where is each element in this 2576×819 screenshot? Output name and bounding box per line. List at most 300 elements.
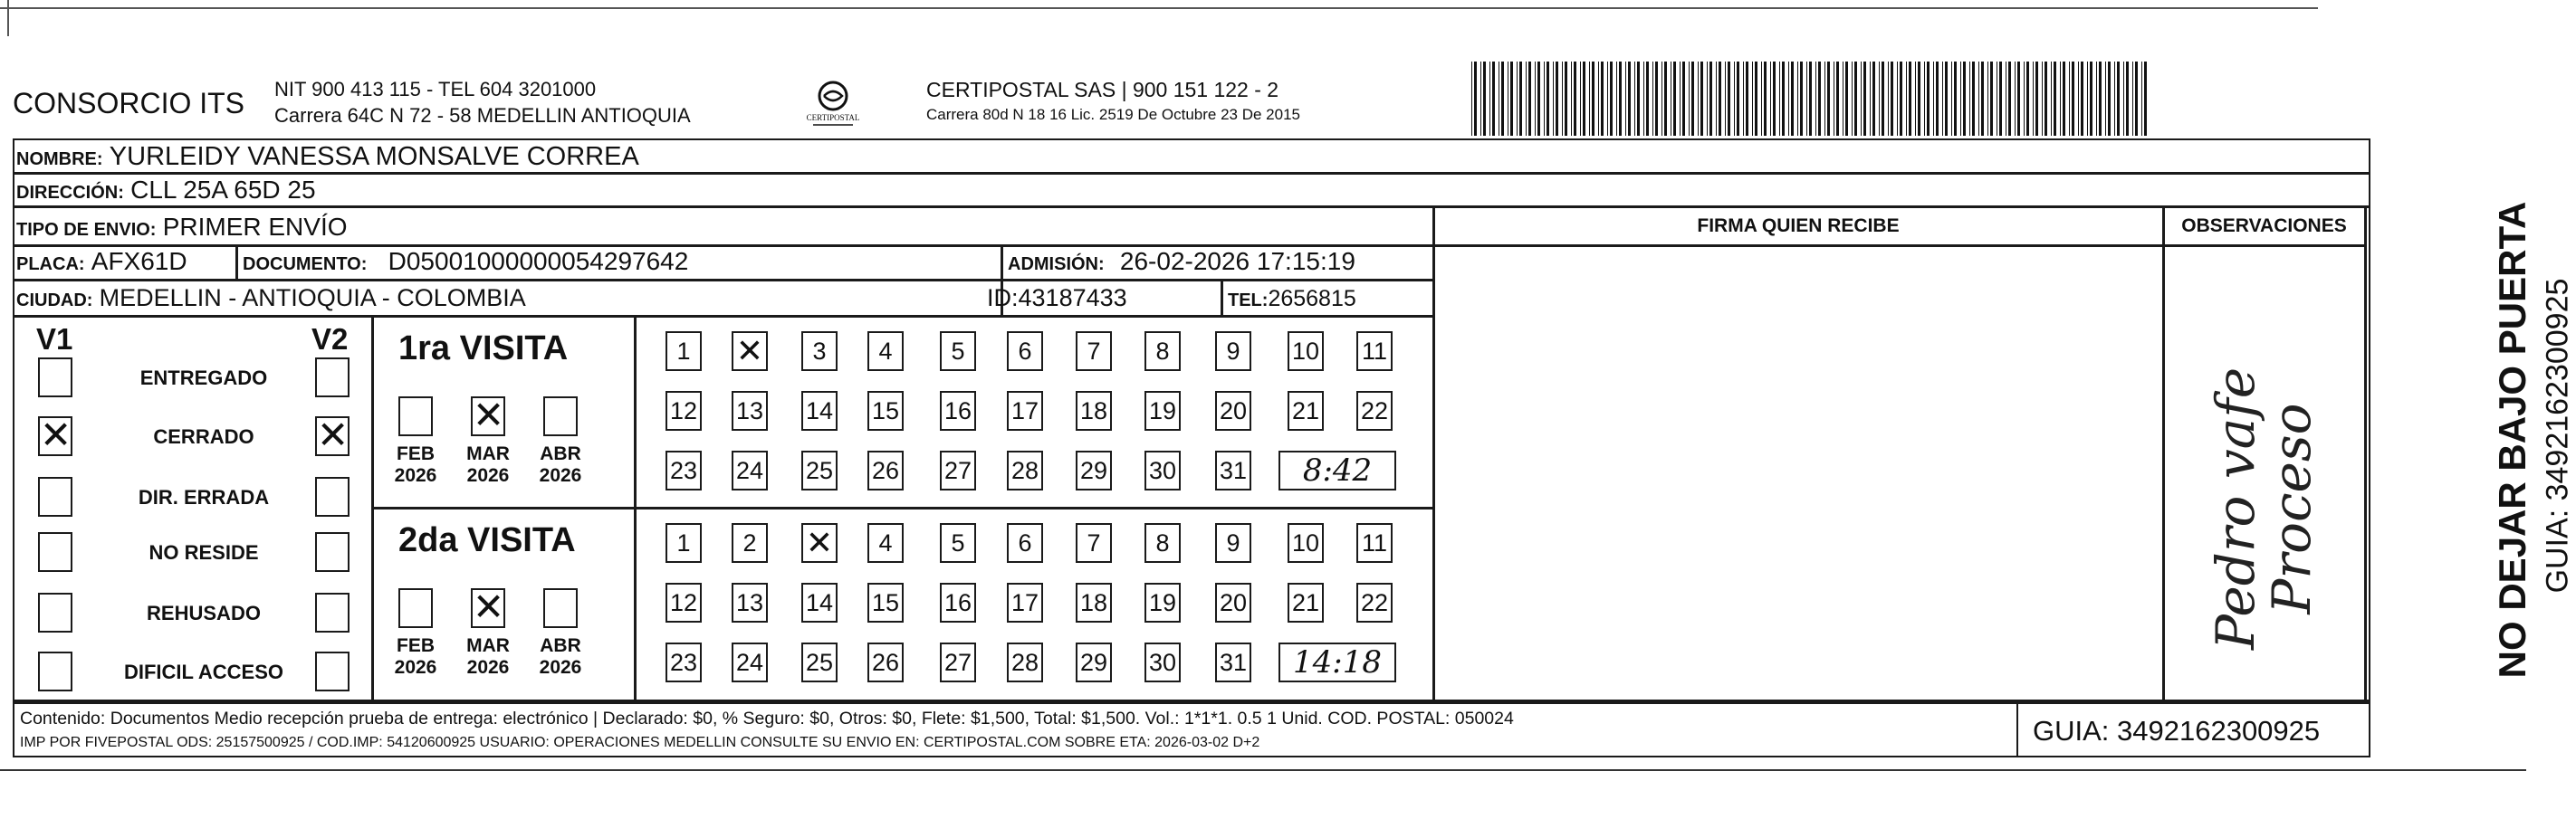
scan-left-edge (7, 0, 9, 36)
row-divider (13, 205, 2370, 208)
barcode-bar (1646, 62, 1649, 136)
col-divider-observations (2162, 205, 2165, 701)
barcode-bar (1999, 62, 2002, 136)
day-cell[interactable]: 21 (1288, 583, 1324, 623)
status-label: REHUSADO (147, 602, 261, 624)
day-cell[interactable]: 20 (1215, 583, 1251, 623)
direccion-value: CLL 25A 65D 25 (130, 176, 316, 204)
month-checkbox[interactable]: ✕ (473, 394, 505, 436)
day-cell[interactable]: 4 (867, 331, 904, 371)
barcode-bar (1791, 62, 1794, 136)
row-divider (13, 315, 1434, 318)
month-label: FEB (397, 443, 435, 464)
barcode-bar (2015, 62, 2016, 136)
barcode-bar (1580, 62, 1581, 136)
sig-header-divider (1434, 244, 2366, 247)
visit-divider (371, 507, 1434, 509)
day-cell[interactable]: 22 (1356, 391, 1393, 431)
barcode-bar (1852, 62, 1853, 136)
col-divider-tel (1221, 279, 1223, 315)
barcode-bar (1574, 62, 1576, 136)
day-cell[interactable]: 21 (1288, 391, 1324, 431)
barcode-bar (1474, 62, 1477, 136)
barcode-bar (2108, 62, 2111, 136)
footer-line1: Contenido: Documentos Medio recepción prueba de entrega: electrónico | Declarado: $0, % Seguro: $0, Otros: $0, Flete: $1,500, Total: $1,500. Vol.: 1*1*1. 0.5 1 Unid. COD. POSTAL: 050024 (20, 709, 1514, 729)
barcode-bar (1601, 62, 1604, 136)
month-year: 2026 (539, 657, 582, 678)
day-cell[interactable]: 10 (1288, 523, 1324, 563)
day-cell[interactable]: 8 (1144, 523, 1181, 563)
barcode-bar (1746, 62, 1748, 136)
footer-guia: GUIA: 3492162300925 (2033, 715, 2321, 747)
barcode-bar (1737, 62, 1739, 136)
barcode-bar (1806, 62, 1807, 136)
admision-label: ADMISIÓN: (1008, 254, 1105, 274)
barcode-bar (1483, 62, 1486, 136)
barcode-bar (2144, 62, 2147, 136)
day-cell[interactable]: 23 (666, 451, 702, 490)
barcode-bar (1673, 62, 1676, 136)
barcode-bar (2117, 62, 2120, 136)
barcode-bar (1535, 62, 1536, 136)
barcode-bar (1845, 62, 1848, 136)
month-label: ABR (540, 635, 581, 656)
barcode-bar (1870, 62, 1871, 136)
placa-label: PLACA: (16, 254, 85, 274)
day-cell[interactable]: 2 (732, 523, 768, 563)
company-nit: NIT 900 413 115 - TEL 604 3201000 (274, 78, 597, 100)
barcode-bar (1770, 62, 1771, 136)
col-divider-right (2364, 205, 2367, 701)
v2-checkbox[interactable]: ✕ (317, 414, 350, 456)
barcode-bar (1954, 62, 1957, 136)
footer-line2: IMP POR FIVEPOSTAL ODS: 25157500925 / COD.IMP: 54120600925 USUARIO: OPERACIONES MEDELLIN CONSULTE SU ENVIO EN: CERTIPOSTAL.COM SOBRE ETA: 2026-03-02 D+2 (20, 735, 1260, 750)
tel-label: TEL: (1228, 290, 1269, 310)
barcode-bar (1872, 62, 1875, 136)
barcode-bar (1610, 62, 1613, 136)
barcode-bar (2135, 62, 2138, 136)
month-year: 2026 (394, 657, 437, 678)
day-cell[interactable]: 25 (801, 451, 838, 490)
visit-months-divider (634, 315, 637, 701)
barcode-bar (1544, 62, 1545, 136)
barcode-bar (1969, 62, 1970, 136)
barcode-bar (1598, 62, 1599, 136)
v2-checkbox[interactable] (315, 593, 350, 633)
day-cell[interactable]: 18 (1076, 391, 1112, 431)
barcode-bar (1755, 62, 1757, 136)
barcode-bar (1936, 62, 1939, 136)
barcode-bar (1652, 62, 1653, 136)
barcode-bar (1960, 62, 1961, 136)
barcode-bar (2045, 62, 2047, 136)
id-value: 43187433 (1018, 284, 1127, 311)
day-cell[interactable]: 14 (801, 391, 838, 431)
day-cell[interactable]: 19 (1144, 391, 1181, 431)
carrier-address: Carrera 80d N 18 16 Lic. 2519 De Octubre 23 De 2015 (926, 106, 1300, 123)
barcode-bar (1942, 62, 1943, 136)
barcode-bar (1978, 62, 1979, 136)
month-checkbox[interactable]: ✕ (473, 586, 505, 628)
month-label: FEB (397, 635, 435, 656)
barcode-bar (2051, 62, 2052, 136)
barcode-bar (1891, 62, 1893, 136)
v1-checkbox[interactable]: ✕ (40, 414, 72, 456)
col-divider-placa (235, 244, 238, 279)
day-cell[interactable]: 6 (1007, 523, 1043, 563)
documento-label: DOCUMENTO: (243, 254, 368, 274)
no-dejar-label: NO DEJAR BAJO PUERTA (2491, 201, 2533, 679)
month-label: MAR (466, 635, 510, 656)
day-cell[interactable]: 28 (1007, 643, 1043, 682)
barcode-bar (1698, 62, 1699, 136)
day-cell[interactable]: 19 (1144, 583, 1181, 623)
barcode-bar (1664, 62, 1667, 136)
barcode-bar (2105, 62, 2106, 136)
barcode-bar (1519, 62, 1522, 136)
v2-checkbox[interactable] (315, 477, 350, 517)
barcode-bar (1655, 62, 1658, 136)
barcode-bar (1915, 62, 1916, 136)
barcode-bar (1661, 62, 1662, 136)
barcode-bar (1990, 62, 1993, 136)
day-cell[interactable]: 17 (1007, 583, 1043, 623)
day-cell[interactable]: 1 (666, 331, 702, 371)
side-guia-label: GUIA: 3492162300925 (2540, 278, 2575, 594)
barcode-bar (2035, 62, 2038, 136)
day-cell[interactable]: 31 (1215, 643, 1251, 682)
barcode-bar (1924, 62, 1925, 136)
bottom-edge-line (0, 769, 2526, 771)
barcode-bar (1537, 62, 1540, 136)
barcode-bar (1510, 62, 1513, 136)
barcode-bar (1888, 62, 1889, 136)
barcode-bar (2026, 62, 2029, 136)
day-cell[interactable]: 3 (801, 331, 838, 371)
col-divider-signature (1432, 205, 1435, 701)
placa-row (16, 248, 187, 275)
carrier-name: CERTIPOSTAL SAS | 900 151 122 - 2 (926, 78, 1279, 101)
barcode-bar (1517, 62, 1518, 136)
barcode-bar (1471, 62, 1472, 136)
status-label: DIR. ERRADA (138, 486, 270, 509)
ciudad-value: MEDELLIN - ANTIOQUIA - COLOMBIA (99, 284, 526, 311)
visit-title: 2da VISITA (398, 521, 576, 559)
barcode-bar (1987, 62, 1988, 136)
barcode-bar (1553, 62, 1554, 136)
barcode-bar (1616, 62, 1617, 136)
barcode-bar (1492, 62, 1495, 136)
barcode-bar (1836, 62, 1839, 136)
barcode-bar (1571, 62, 1572, 136)
barcode-bar (2042, 62, 2043, 136)
barcode-bar (1589, 62, 1590, 136)
nombre-value: YURLEIDY VANESSA MONSALVE CORREA (109, 142, 639, 171)
barcode-bar (1897, 62, 1898, 136)
v2-checkbox[interactable] (315, 532, 350, 572)
tel-row (1228, 284, 1356, 311)
day-cell[interactable]: 11 (1356, 331, 1393, 371)
v1-header: V1 (36, 322, 73, 356)
day-cell[interactable]: 9 (1215, 523, 1251, 563)
barcode-bar (1879, 62, 1880, 136)
signature-area[interactable] (1436, 248, 2160, 700)
day-cell[interactable]: 17 (1007, 391, 1043, 431)
day-cell[interactable]: 16 (940, 583, 976, 623)
day-cell[interactable]: 12 (666, 583, 702, 623)
v1-checkbox[interactable] (38, 532, 72, 572)
admision-value: 26-02-2026 17:15:19 (1119, 247, 1355, 275)
barcode-bar (1716, 62, 1717, 136)
day-cell[interactable]: 13 (732, 391, 768, 431)
day-cell[interactable]: 25 (801, 643, 838, 682)
day-cell[interactable]: 5 (940, 331, 976, 371)
placa-value: AFX61D (91, 247, 187, 275)
day-cell[interactable]: 22 (1356, 583, 1393, 623)
v2-checkbox[interactable] (315, 652, 350, 691)
month-year: 2026 (394, 465, 437, 486)
day-cell[interactable]: 23 (666, 643, 702, 682)
row-divider (13, 172, 2370, 175)
barcode-bar (1607, 62, 1608, 136)
tel-value: 2656815 (1268, 286, 1356, 311)
documento-value: D05001000000054297642 (388, 247, 689, 275)
barcode-bar (2114, 62, 2115, 136)
v1-checkbox[interactable] (38, 357, 72, 397)
barcode-bar (1628, 62, 1631, 136)
status-label: DIFICIL ACCESO (123, 661, 283, 683)
barcode-bar (1981, 62, 1984, 136)
day-cell[interactable]: 18 (1076, 583, 1112, 623)
day-cell[interactable]: 7 (1076, 523, 1112, 563)
barcode-bar (1827, 62, 1830, 136)
day-cell[interactable]: 24 (732, 451, 768, 490)
barcode-bar (1682, 62, 1685, 136)
barcode-bar (1882, 62, 1884, 136)
barcode (1471, 62, 2191, 136)
barcode-bar (1707, 62, 1708, 136)
handwritten-observation: Pedro vafe Proceso (2205, 367, 2322, 651)
barcode-bar (1634, 62, 1635, 136)
visit-title: 1ra VISITA (398, 329, 569, 367)
barcode-bar (1526, 62, 1527, 136)
day-cell[interactable]: 29 (1076, 643, 1112, 682)
barcode-bar (2024, 62, 2025, 136)
barcode-bar (1824, 62, 1825, 136)
day-cell[interactable]: 7 (1076, 331, 1112, 371)
day-cell[interactable]: 28 (1007, 451, 1043, 490)
day-cell[interactable]: 26 (867, 643, 904, 682)
barcode-bar (1918, 62, 1920, 136)
barcode-bar (2096, 62, 2097, 136)
month-year: 2026 (539, 465, 582, 486)
barcode-bar (2017, 62, 2020, 136)
barcode-bar (1854, 62, 1857, 136)
barcode-bar (1680, 62, 1681, 136)
barcode-bar (1625, 62, 1626, 136)
barcode-bar (2081, 62, 2083, 136)
nombre-row (16, 143, 639, 170)
day-cell[interactable]: 1 (666, 523, 702, 563)
day-cell[interactable]: ✕ (801, 523, 838, 563)
barcode-bar (2099, 62, 2102, 136)
barcode-bar (1951, 62, 1952, 136)
day-cell[interactable]: 27 (940, 451, 976, 490)
barcode-bar (1906, 62, 1907, 136)
barcode-bar (1725, 62, 1726, 136)
barcode-bar (1480, 62, 1481, 136)
observaciones-label: OBSERVACIONES (2181, 215, 2347, 236)
barcode-bar (1764, 62, 1767, 136)
month-label: ABR (540, 443, 581, 464)
barcode-bar (1643, 62, 1644, 136)
barcode-bar (1963, 62, 1966, 136)
barcode-bar (1728, 62, 1730, 136)
day-cell[interactable]: 6 (1007, 331, 1043, 371)
v1-checkbox[interactable] (38, 652, 72, 691)
tipo-label: TIPO DE ENVIO: (16, 220, 157, 240)
barcode-bar (1972, 62, 1975, 136)
barcode-bar (1861, 62, 1862, 136)
barcode-bar (1619, 62, 1622, 136)
barcode-bar (1583, 62, 1585, 136)
v1-checkbox[interactable] (38, 477, 72, 517)
barcode-bar (1489, 62, 1490, 136)
barcode-bar (1933, 62, 1934, 136)
barcode-bar (1592, 62, 1594, 136)
barcode-bar (2060, 62, 2061, 136)
company-name: CONSORCIO ITS (13, 87, 245, 119)
scan-top-edge (0, 7, 2318, 9)
day-cell[interactable]: 5 (940, 523, 976, 563)
day-cell[interactable]: 9 (1215, 331, 1251, 371)
direccion-label: DIRECCIÓN: (16, 183, 124, 203)
day-cell[interactable]: 27 (940, 643, 976, 682)
company-address: Carrera 64C N 72 - 58 MEDELLIN ANTIOQUIA (274, 104, 691, 127)
barcode-bar (1637, 62, 1640, 136)
barcode-bar (1909, 62, 1911, 136)
day-cell[interactable]: 29 (1076, 451, 1112, 490)
visit-time: 14:18 (1278, 643, 1396, 682)
month-checkbox[interactable] (398, 396, 433, 436)
barcode-bar (1565, 62, 1567, 136)
day-cell[interactable]: 12 (666, 391, 702, 431)
barcode-bar (1719, 62, 1721, 136)
v2-header: V2 (311, 322, 349, 356)
barcode-bar (2078, 62, 2079, 136)
barcode-bar (1689, 62, 1690, 136)
barcode-bar (1945, 62, 1948, 136)
day-cell[interactable]: 30 (1144, 451, 1181, 490)
barcode-bar (1863, 62, 1866, 136)
barcode-bar (1743, 62, 1744, 136)
day-cell[interactable]: 30 (1144, 643, 1181, 682)
barcode-bar (1709, 62, 1712, 136)
barcode-bar (1782, 62, 1785, 136)
barcode-bar (2063, 62, 2065, 136)
barcode-bar (2069, 62, 2070, 136)
firma-label: FIRMA QUIEN RECIBE (1697, 215, 1900, 236)
barcode-bar (1773, 62, 1776, 136)
barcode-bar (2141, 62, 2142, 136)
id-label: ID: (987, 284, 1019, 311)
day-cell[interactable]: 24 (732, 643, 768, 682)
nombre-label: NOMBRE: (16, 149, 103, 169)
admision-row (1008, 248, 1355, 275)
barcode-bar (1809, 62, 1812, 136)
month-checkbox[interactable] (543, 396, 578, 436)
day-cell[interactable]: 13 (732, 583, 768, 623)
barcode-bar (1700, 62, 1703, 136)
day-cell[interactable]: 10 (1288, 331, 1324, 371)
barcode-bar (2123, 62, 2124, 136)
ciudad-label: CIUDAD: (16, 290, 93, 310)
month-checkbox[interactable] (543, 588, 578, 628)
barcode-bar (1734, 62, 1735, 136)
barcode-bar (1779, 62, 1780, 136)
month-label: MAR (466, 443, 510, 464)
day-cell[interactable]: 14 (801, 583, 838, 623)
day-cell[interactable]: 4 (867, 523, 904, 563)
day-cell[interactable]: 26 (867, 451, 904, 490)
v2-checkbox[interactable] (315, 357, 350, 397)
status-label: NO RESIDE (148, 541, 259, 564)
barcode-bar (2132, 62, 2133, 136)
day-cell[interactable]: 15 (867, 391, 904, 431)
barcode-bar (1556, 62, 1558, 136)
barcode-bar (1788, 62, 1789, 136)
barcode-bar (2008, 62, 2011, 136)
barcode-bar (1691, 62, 1694, 136)
barcode-bar (1528, 62, 1531, 136)
barcode-bar (1818, 62, 1821, 136)
day-cell[interactable]: 8 (1144, 331, 1181, 371)
day-cell[interactable]: 16 (940, 391, 976, 431)
day-cell[interactable]: 11 (1356, 523, 1393, 563)
day-cell[interactable]: 15 (867, 583, 904, 623)
day-cell[interactable]: 31 (1215, 451, 1251, 490)
month-year: 2026 (466, 465, 510, 486)
barcode-bar (2072, 62, 2074, 136)
ciudad-row (16, 284, 526, 311)
barcode-bar (2126, 62, 2129, 136)
documento-row (243, 248, 688, 275)
v1-checkbox[interactable] (38, 593, 72, 633)
barcode-bar (2033, 62, 2034, 136)
barcode-bar (1547, 62, 1549, 136)
status-label: ENTREGADO (139, 367, 268, 389)
barcode-bar (1815, 62, 1816, 136)
barcode-bar (1927, 62, 1930, 136)
barcode-bar (1562, 62, 1563, 136)
certipostal-logo (797, 76, 869, 130)
barcode-bar (1797, 62, 1798, 136)
barcode-bar (1900, 62, 1902, 136)
barcode-bar (1761, 62, 1762, 136)
barcode-bar (2054, 62, 2056, 136)
tipo-value: PRIMER ENVÍO (162, 213, 348, 241)
day-cell[interactable]: 20 (1215, 391, 1251, 431)
month-checkbox[interactable] (398, 588, 433, 628)
logo-text: CERTIPOSTAL (806, 113, 860, 122)
barcode-bar (2087, 62, 2088, 136)
day-cell[interactable]: ✕ (732, 331, 768, 371)
status-label: CERRADO (153, 425, 254, 448)
month-year: 2026 (466, 657, 510, 678)
barcode-bar (1501, 62, 1504, 136)
barcode-bar (2090, 62, 2092, 136)
tipo-row (16, 214, 348, 241)
